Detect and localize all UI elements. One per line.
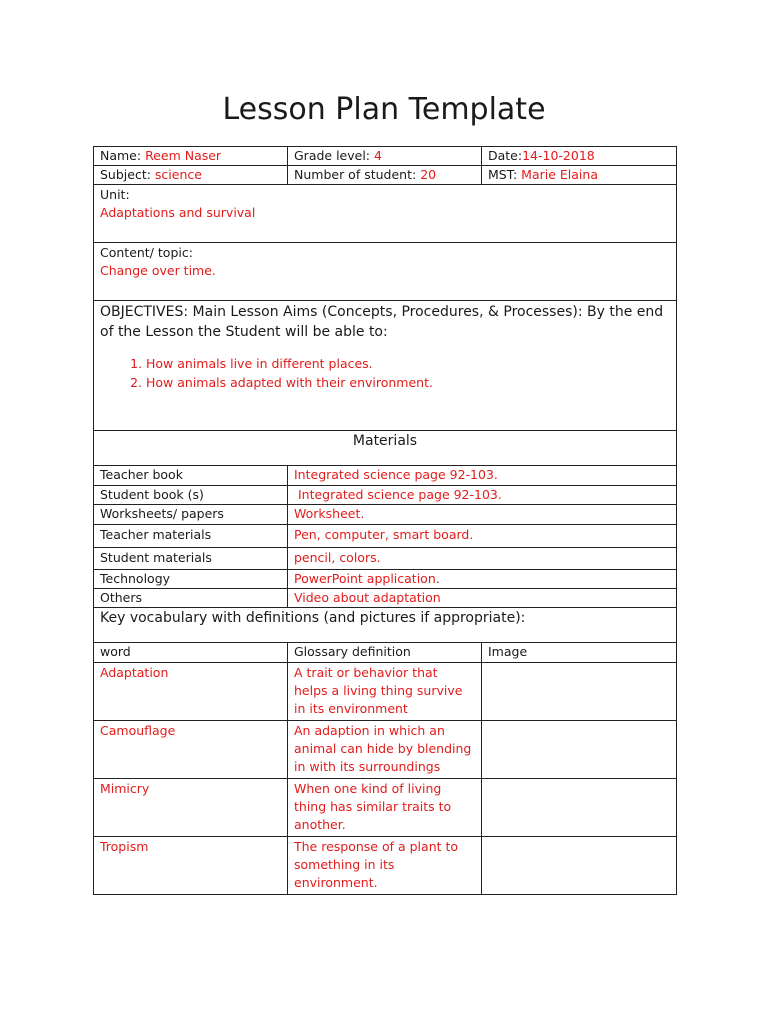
material-row — [94, 548, 677, 570]
objectives-list — [100, 354, 670, 392]
page-title: Lesson Plan Template — [222, 92, 546, 127]
material-row — [94, 589, 677, 608]
objective-item: 1. How animals live in different places. — [146, 354, 670, 373]
subject-value: science — [154, 167, 202, 182]
vocabulary-image — [482, 837, 677, 895]
objective-item: 2. How animals adapted with their environment. — [146, 373, 670, 392]
date-value: 14-10-2018 — [522, 148, 595, 163]
vocabulary-word: Adaptation — [94, 663, 288, 721]
vocabulary-row — [94, 837, 677, 895]
vocabulary-header-row — [94, 643, 677, 663]
content-value: Change over time. — [100, 263, 216, 278]
material-label: Others — [94, 589, 288, 608]
vocabulary-row — [94, 663, 677, 721]
column-header-image: Image — [482, 643, 677, 663]
vocabulary-definition: A trait or behavior that helps a living thing survive in its environment — [288, 663, 482, 721]
material-value: Integrated science page 92-103. — [288, 486, 677, 505]
material-label: Technology — [94, 570, 288, 589]
content-label: Content/ topic: — [100, 245, 193, 260]
vocabulary-heading: Key vocabulary with definitions (and pictures if appropriate): — [94, 608, 677, 643]
material-value: Pen, computer, smart board. — [288, 525, 677, 548]
vocabulary-image — [482, 721, 677, 779]
mst-cell — [482, 166, 677, 185]
vocabulary-word: Mimicry — [94, 779, 288, 837]
materials-heading: Materials — [94, 431, 677, 466]
material-label: Student materials — [94, 548, 288, 570]
unit-row — [94, 185, 677, 243]
objectives-label: OBJECTIVES: — [100, 304, 189, 320]
lesson-plan-table — [93, 146, 677, 895]
material-value: Video about adaptation — [288, 589, 677, 608]
grade-cell — [288, 147, 482, 166]
materials-heading-row — [94, 431, 677, 466]
material-value: pencil, colors. — [288, 548, 677, 570]
unit-value: Adaptations and survival — [100, 205, 256, 220]
mst-value: Marie Elaina — [521, 167, 598, 182]
objectives-text: Main Lesson Aims (Concepts, Procedures, & Processes): By the end of the Lesson the Student will be able to: — [100, 304, 664, 340]
content-cell — [94, 243, 677, 301]
material-label: Teacher materials — [94, 525, 288, 548]
vocabulary-definition: An adaption in which an animal can hide by blending in with its surroundings — [288, 721, 482, 779]
vocabulary-definition: When one kind of living thing has similar traits to another. — [288, 779, 482, 837]
vocabulary-image — [482, 663, 677, 721]
objectives-intro — [100, 302, 670, 342]
info-row-2 — [94, 166, 677, 185]
mst-label: MST: — [488, 167, 522, 182]
name-cell — [94, 147, 288, 166]
material-row — [94, 570, 677, 589]
students-cell — [288, 166, 482, 185]
material-row — [94, 525, 677, 548]
unit-label: Unit: — [100, 187, 130, 202]
column-header-word: word — [94, 643, 288, 663]
vocabulary-word: Tropism — [94, 837, 288, 895]
unit-cell — [94, 185, 677, 243]
material-label: Worksheets/ papers — [94, 505, 288, 525]
vocabulary-row — [94, 779, 677, 837]
name-value: Reem Naser — [145, 148, 222, 163]
material-label: Teacher book — [94, 466, 288, 486]
date-label: Date: — [488, 148, 523, 163]
vocabulary-row — [94, 721, 677, 779]
vocabulary-image — [482, 779, 677, 837]
vocabulary-definition: The response of a plant to something in its environment. — [288, 837, 482, 895]
grade-value: 4 — [374, 148, 382, 163]
objectives-row — [94, 301, 677, 431]
date-cell — [482, 147, 677, 166]
material-value: Worksheet. — [288, 505, 677, 525]
subject-cell — [94, 166, 288, 185]
material-row — [94, 486, 677, 505]
students-label: Number of student: — [294, 167, 421, 182]
vocabulary-word: Camouflage — [94, 721, 288, 779]
vocabulary-heading-row — [94, 608, 677, 643]
material-row — [94, 466, 677, 486]
material-value: Integrated science page 92-103. — [288, 466, 677, 486]
objectives-cell — [94, 301, 677, 431]
material-value: PowerPoint application. — [288, 570, 677, 589]
column-header-definition: Glossary definition — [288, 643, 482, 663]
grade-label: Grade level: — [294, 148, 374, 163]
subject-label: Subject: — [100, 167, 155, 182]
students-value: 20 — [420, 167, 437, 182]
name-label: Name: — [100, 148, 146, 163]
material-label: Student book (s) — [94, 486, 288, 505]
material-row — [94, 505, 677, 525]
content-row — [94, 243, 677, 301]
info-row-1 — [94, 147, 677, 166]
